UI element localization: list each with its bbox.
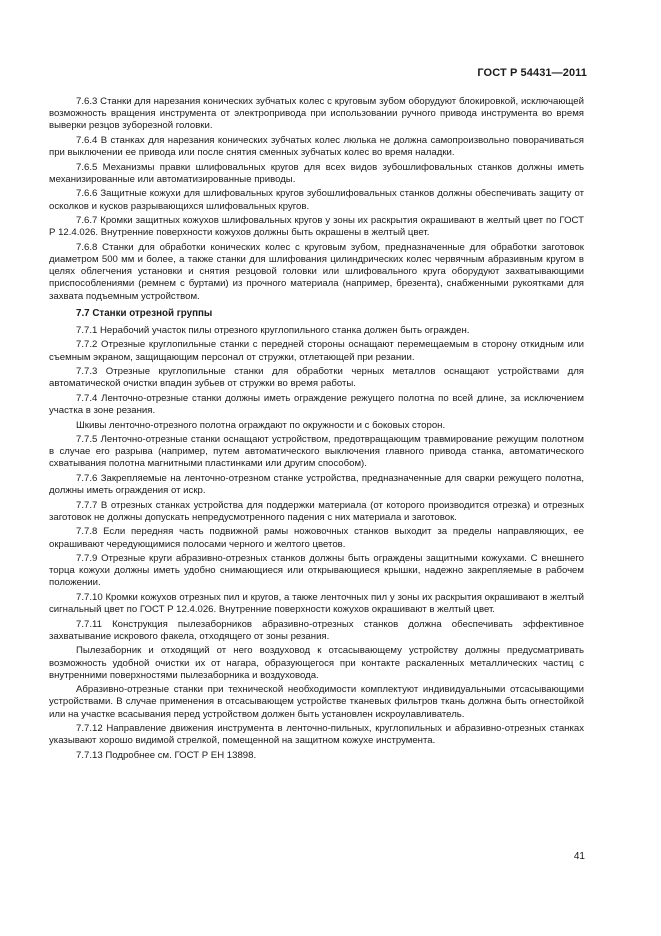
paragraph-7-7-11: 7.7.11 Конструкция пылезаборников абразивно-отрезных станков должна обеспечивать эффективное захватывание искрового факела, отходящего от зоны резания. [49,618,584,642]
paragraph-7-6-6: 7.6.6 Защитные кожухи для шлифовальных кругов зубошлифовальных станков должны обеспечивать защиту от осколков и кусков разрывающихся шлифовальных кругов. [49,188,584,212]
paragraph-7-6-3: 7.6.3 Станки для нарезания конических зубчатых колес с круговым зубом оборудуют блокировкой, исключающей возможность вращения инструмента от электропривода при использовании ручного привода инструмента во время выверки резцов зуборезной головки. [49,96,584,132]
paragraph-7-7-11-filters: Абразивно-отрезные станки при технической необходимости комплектуют индивидуальными отсасывающими устройствами. В случае применения в отсасывающем устройстве тканевых фильтров ткань должна быть огнестойкой или на участке всасывания перед устройством должен быть установлен искроулавливатель. [49,684,584,720]
paragraph-7-7-10: 7.7.10 Кромки кожухов отрезных пил и кругов, а также ленточных пил у зоны их раскрытия окрашивают в желтый сигнальный цвет по ГОСТ Р 12.4.026. Внутренние поверхности кожухов окрашивают в желтый цвет. [49,591,584,616]
paragraph-7-7-13: 7.7.13 Подробнее см. ГОСТ Р ЕН 13898. [76,749,257,761]
paragraph-7-7-2: 7.7.2 Отрезные круглопильные станки с передней стороны оснащают перемещаемым в сторону откидным или съемным экраном, защищающим персонал от стружки, отлетающей при резании. [49,339,584,363]
paragraph-7-6-5: 7.6.5 Механизмы правки шлифовальных кругов для всех видов зубошлифовальных станков должны иметь механизированные или автоматизированные приводы. [49,161,584,185]
paragraph-7-7-7: 7.7.7 В отрезных станках устройства для поддержки материала (от которого производится отрезка) и отрезных заготовок не должны допускать непредусмотренного падения с них материала и заготовок. [49,499,584,523]
paragraph-7-7-9: 7.7.9 Отрезные круги абразивно-отрезных станков должны быть ограждены защитными кожухами. С внешнего торца кожухи должны иметь удобно снимающиеся или открывающиеся крышки, надежно закрепляемые в рабочем положении. [49,553,584,589]
section-heading-7-7: 7.7 Станки отрезной группы [76,307,213,319]
paragraph-7-7-1: 7.7.1 Нерабочий участок пилы отрезного круглопильного станка должен быть огражден. [76,324,470,336]
paragraph-7-6-8: 7.6.8 Станки для обработки конических колес с круговым зубом, предназначенные для обработки заготовок диаметром 500 мм и более, а также станки для шлифования цилиндрических колес червячным абразивным кругом в целях облегчения установки и снятия резцовой головки или шлифовального круга оборудуют захватывающими приспособлениями (ремнем с буртами) из прочного материала (например, брезента), снабженными рукоятками для захвата подъемным устройством. [49,241,584,302]
paragraph-7-7-12: 7.7.12 Направление движения инструмента в ленточно-пильных, круглопильных и абразивно-отрезных станках указывают хорошо видимой стрелкой, помещенной на защитном кожухе инструмента. [49,723,584,747]
document-code-header: ГОСТ Р 54431—2011 [477,67,587,79]
paragraph-7-7-6: 7.7.6 Закрепляемые на ленточно-отрезном станке устройства, предназначенные для сварки режущего полотна, должны иметь ограждения от искр. [49,472,584,497]
paragraph-7-7-11-dust-collector: Пылезаборник и отходящий от него воздуховод к отсасывающему устройству должны предусматривать возможность удобной очистки их от нагара, образующегося при контакте раскаленных металлических частиц с внутренними поверхностями пылезаборника и воздуховода. [49,645,584,681]
paragraph-7-7-5: 7.7.5 Ленточно-отрезные станки оснащают устройством, предотвращающим травмирование режущим полотном в случае его разрыва (например, путем автоматического выключения главного привода станка, автоматического схватывания полотна магнитными пластинками или другим способом). [49,434,584,470]
page-body [49,96,584,764]
paragraph-7-7-4-pulleys: Шкивы ленточно-отрезного полотна ограждают по окружности и с боковых сторон. [76,419,446,431]
paragraph-7-7-8: 7.7.8 Если передняя часть подвижной рамы ножовочных станков выходит за пределы направляющих, ее окрашивают чередующимися полосами черного и желтого цветов. [49,526,584,550]
paragraph-7-7-3: 7.7.3 Отрезные круглопильные станки для обработки черных металлов оснащают устройствами для автоматической очистки впадин зубьев от стружки во время работы. [49,366,584,390]
paragraph-7-6-4: 7.6.4 В станках для нарезания конических зубчатых колес люлька не должна самопроизвольно поворачиваться при выключении ее привода или после снятия сменных зубчатых колес во время наладки. [49,134,584,159]
page-number: 41 [573,851,585,862]
paragraph-7-7-4: 7.7.4 Ленточно-отрезные станки должны иметь ограждение режущего полотна по всей длине, за исключением участка в зоне резания. [49,392,584,417]
paragraph-7-6-7: 7.6.7 Кромки защитных кожухов шлифовальных кругов у зоны их раскрытия окрашивают в желтый цвет по ГОСТ Р 12.4.026. Внутренние поверхности кожухов должны быть окрашены в желтый цвет. [49,215,584,239]
